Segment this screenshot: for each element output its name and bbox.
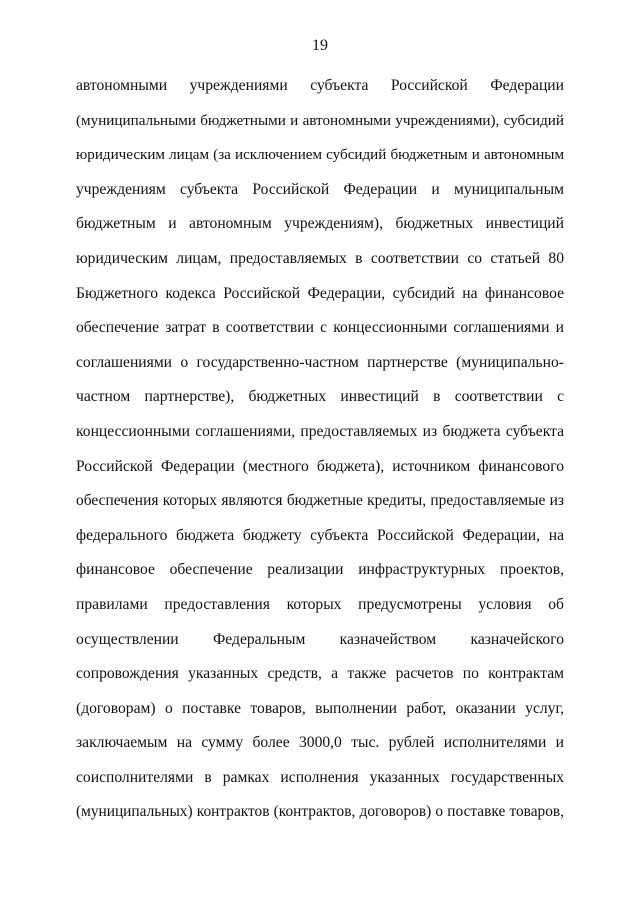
body-paragraph [76,76,564,837]
text-line: правилами предоставления которых предусмотрены условия об [76,595,564,613]
text-line: соисполнителями в рамках исполнения указанных государственных [76,768,564,786]
text-line: федерального бюджета бюджету субъекта Российской Федерации, на [76,526,564,544]
text-line: юридическим лицам, предоставляемых в соответствии со статьей 80 [76,249,564,267]
text-line: обеспечения которых являются бюджетные кредиты, предоставляемые из [76,492,564,510]
text-line: (договорам) о поставке товаров, выполнении работ, оказании услуг, [76,699,564,717]
text-line: соглашениями о государственно-частном партнерстве (муниципально- [76,353,564,371]
text-line: учреждениям субъекта Российской Федерации и муниципальным [76,180,564,198]
text-line: заключаемым на сумму более 3000,0 тыс. рублей исполнителями и [76,734,564,752]
text-line: автономными учреждениями субъекта Российской Федерации [76,77,564,94]
text-line: финансовое обеспечение реализации инфраструктурных проектов, [76,561,564,579]
text-line: частном партнерстве), бюджетных инвестиций в соответствии с [76,388,564,406]
text-line: бюджетным и автономным учреждениям), бюджетных инвестиций [76,215,564,233]
text-line: сопровождения указанных средств, а также расчетов по контрактам [76,665,564,683]
text-line: Бюджетного кодекса Российской Федерации, субсидий на финансовое [76,284,564,302]
text-line: осуществлении Федеральным казначейством казначейского [76,630,564,648]
text-line: Российской Федерации (местного бюджета), источником финансового [76,457,564,475]
text-line: обеспечение затрат в соответствии с концессионными соглашениями и [76,319,564,337]
text-line: (муниципальных) контрактов (контрактов, договоров) о поставке товаров, [76,803,564,821]
text-line: концессионными соглашениями, предоставляемых из бюджета субъекта [76,422,564,440]
text-line: юридическим лицам (за исключением субсидий бюджетным и автономным [76,147,564,164]
text-line: (муниципальными бюджетными и автономными учреждениями), субсидий [76,111,564,129]
page-number: 19 [312,37,328,54]
